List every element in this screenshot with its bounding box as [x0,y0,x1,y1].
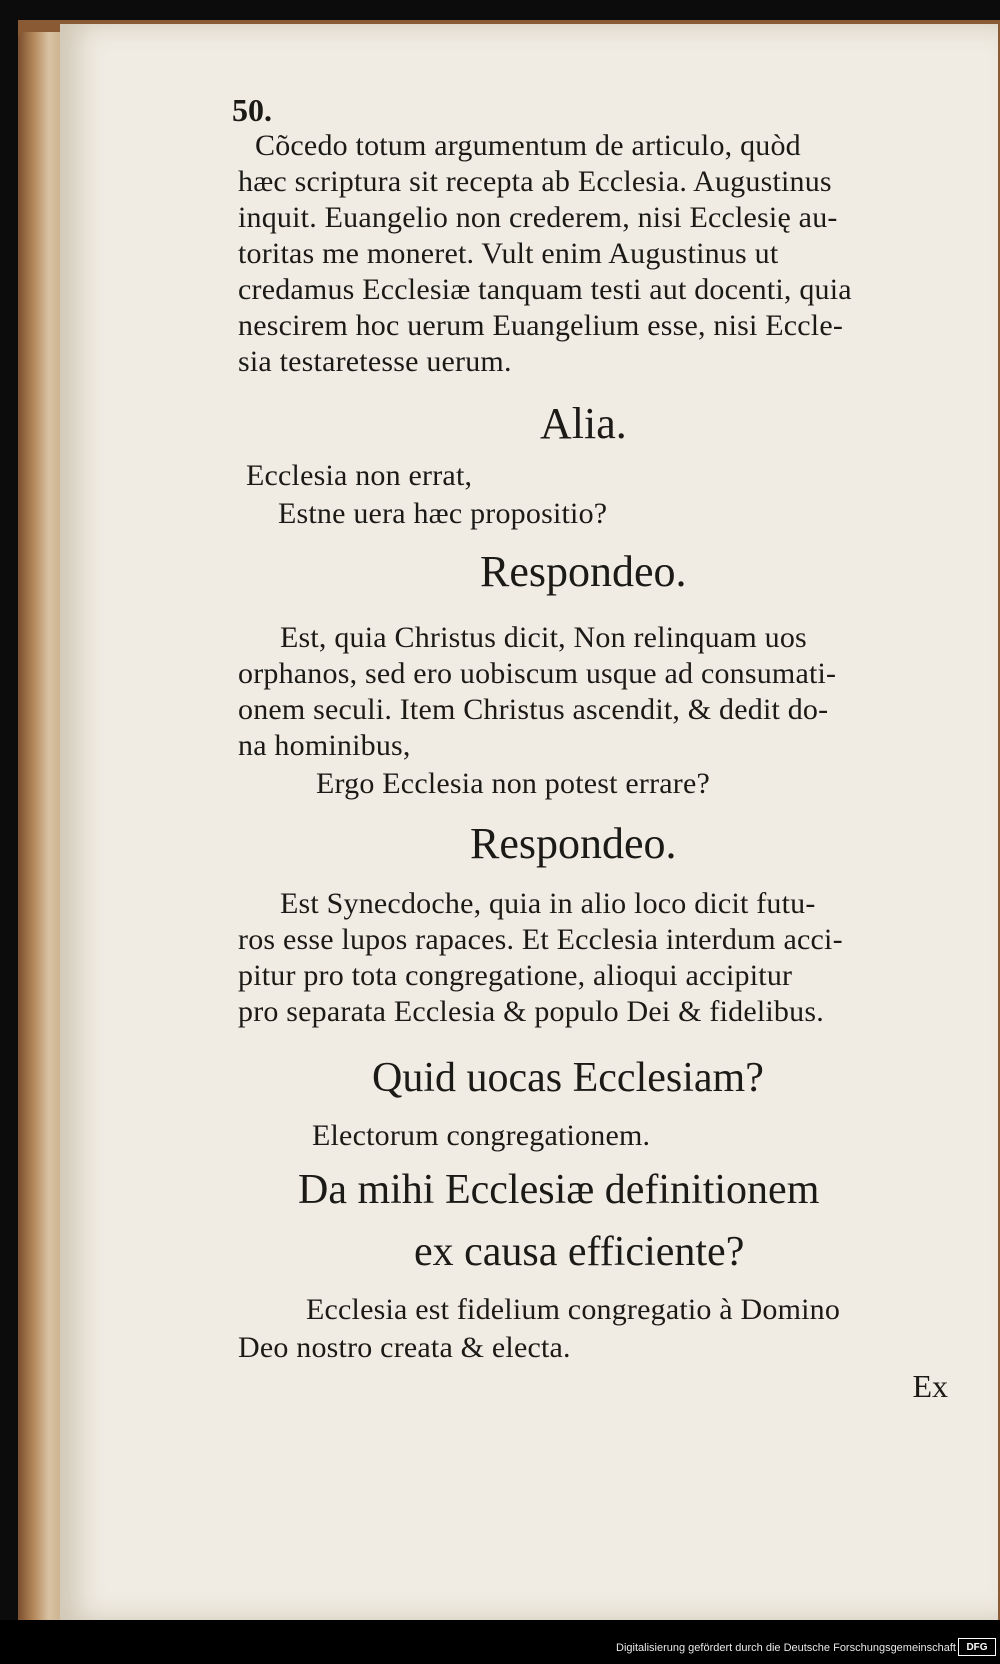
heading-da: ex causa efficiente? [414,1229,745,1275]
catchword: Ex [912,1368,948,1404]
paragraph-line: hæc scriptura sit recepta ab Ecclesia. Augustinus [238,165,832,198]
paragraph-line: Est Synecdoche, quia in alio loco dicit futu- [280,887,816,920]
alia-line: Ecclesia non errat, [246,459,473,492]
heading-respondeo: Respondeo. [480,547,687,596]
alia-line: Estne uera hæc propositio? [278,497,608,530]
footer-credit: Digitalisierung gefördert durch die Deutsche Forschungsgemeinschaft [616,1642,956,1654]
paragraph-line: ros esse lupos rapaces. Et Ecclesia interdum acci- [238,923,843,956]
book-spine-edge [18,32,62,1622]
paragraph-line: Ecclesia est fidelium congregatio à Domino [306,1293,841,1326]
heading-respondeo: Respondeo. [470,819,677,868]
paragraph-line: onem seculi. Item Christus ascendit, & dedit do- [238,693,829,726]
paragraph-line: toritas me moneret. Vult enim Augustinus ut [238,237,779,270]
dfg-logo-icon: DFG [958,1638,996,1656]
paragraph-line: orphanos, sed ero uobiscum usque ad consumati- [238,657,837,690]
paragraph-line: Deo nostro creata & electa. [238,1331,571,1364]
answer-line: Electorum congregationem. [312,1119,651,1152]
page-number: 50. [232,92,272,128]
paragraph-line: sia testaretesse uerum. [238,345,512,378]
paragraph-line: inquit. Euangelio non crederem, nisi Ecclesię au- [238,201,838,234]
heading-alia: Alia. [540,399,627,448]
paragraph-line: Cõcedo totum argumentum de articulo, quòd [255,129,801,162]
paragraph-line: credamus Ecclesiæ tanquam testi aut docenti, quia [238,273,852,306]
paragraph-line: Ergo Ecclesia non potest errare? [316,767,710,800]
heading-quid: Quid uocas Ecclesiam? [372,1055,764,1101]
heading-da: Da mihi Ecclesiæ definitionem [298,1167,820,1213]
paragraph-line: na hominibus, [238,729,411,762]
paragraph-line: pro separata Ecclesia & populo Dei & fidelibus. [238,995,824,1028]
paragraph-line: Est, quia Christus dicit, Non relinquam uos [280,621,807,654]
footer-bar [0,1620,1000,1664]
paragraph-line: nescirem hoc uerum Euangelium esse, nisi Eccle- [238,309,844,342]
paragraph-line: pitur pro tota congregatione, alioqui accipitur [238,959,793,992]
